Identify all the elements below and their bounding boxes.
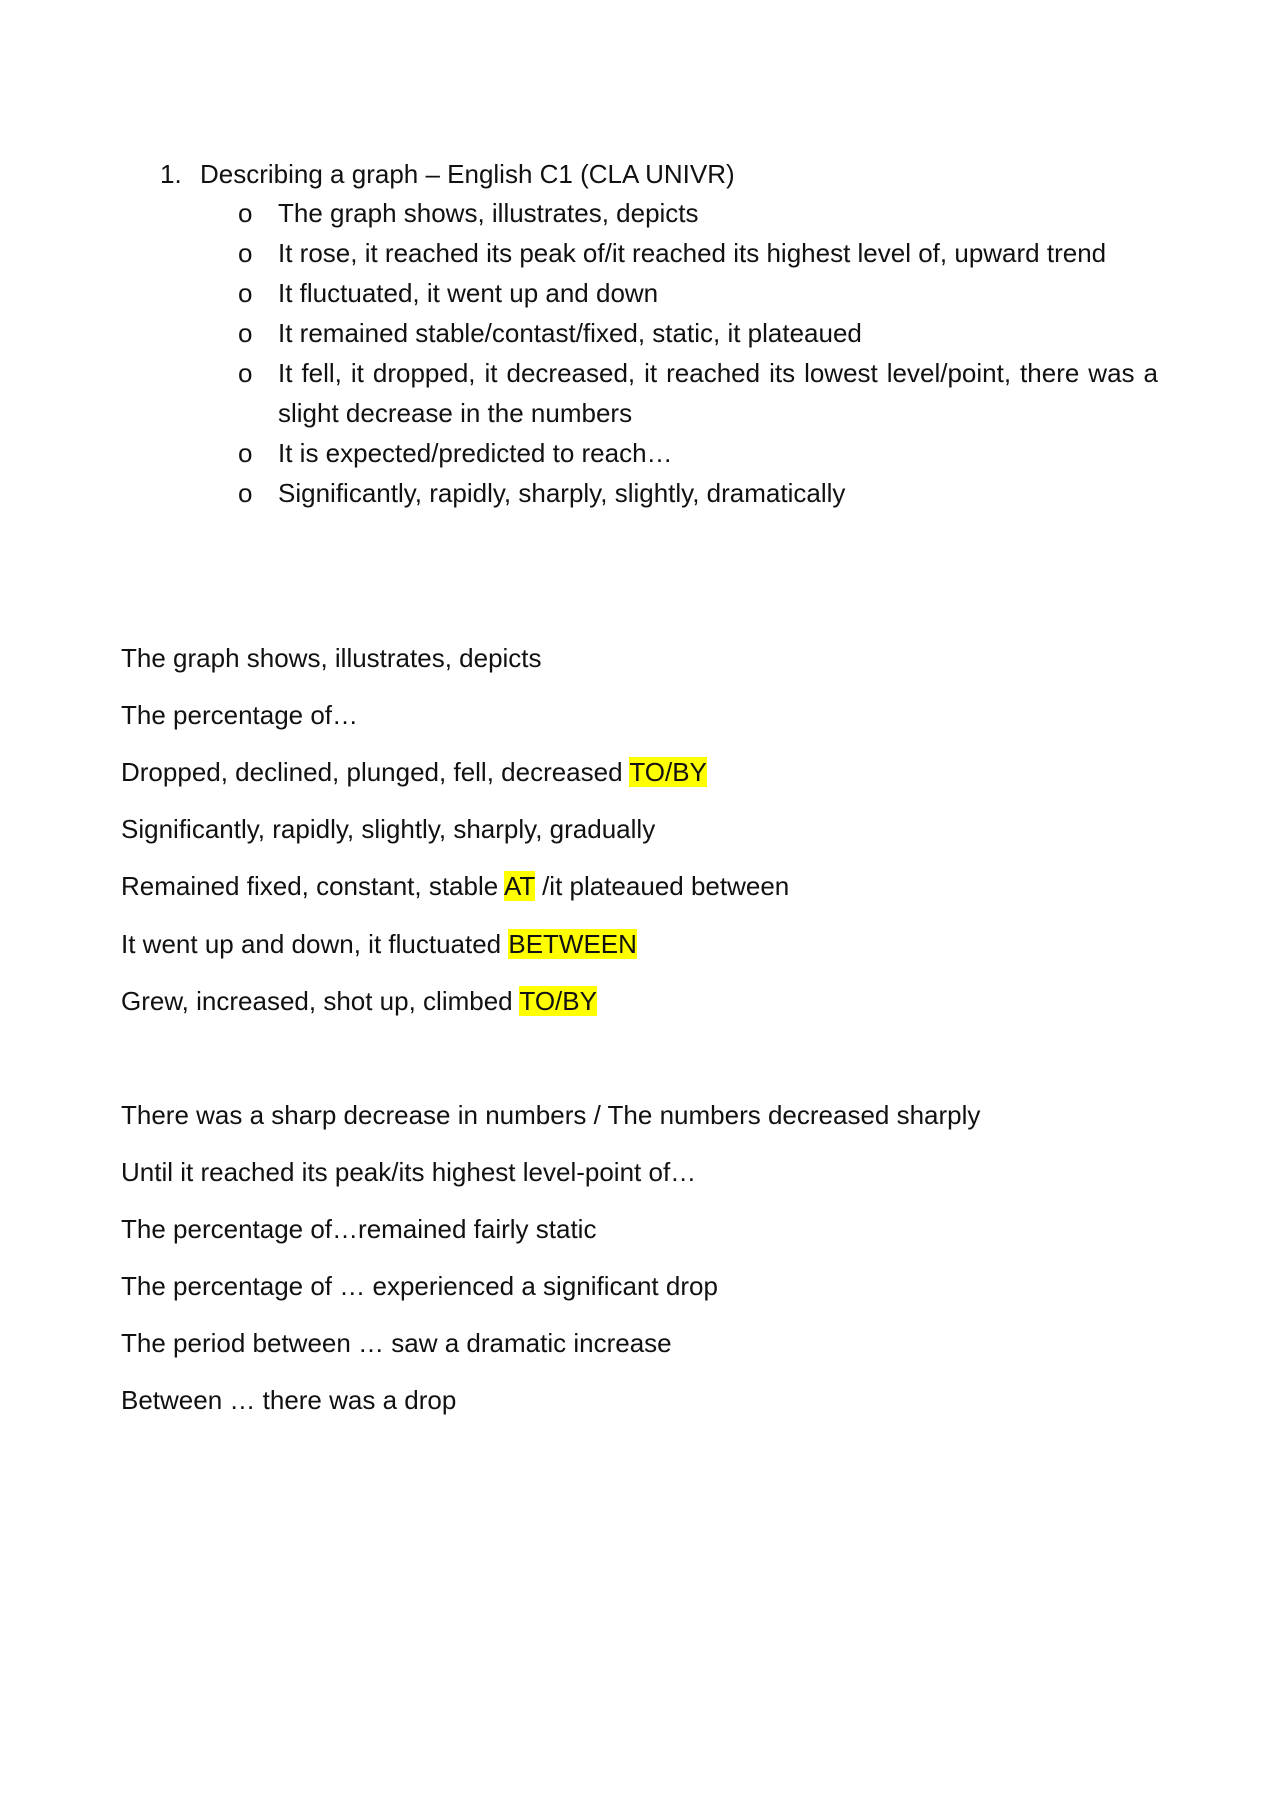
vocab-line: Remained fixed, constant, stable AT /it plateaued between — [121, 871, 790, 901]
phrase-line: Until it reached its peak/its highest level-point of… — [121, 1157, 697, 1187]
highlighted-preposition: TO/BY — [629, 757, 707, 787]
vocab-line: It went up and down, it fluctuated BETWEEN — [121, 929, 637, 959]
bullet-circle-icon: o — [238, 478, 253, 508]
list-item: o The graph shows, illustrates, depicts — [238, 193, 1158, 233]
phrase-line: There was a sharp decrease in numbers / The numbers decreased sharply — [121, 1100, 981, 1130]
bullet-circle-icon: o — [238, 358, 253, 388]
highlighted-preposition: AT — [504, 871, 535, 901]
vocab-line: The percentage of… — [121, 700, 359, 730]
bullet-circle-icon: o — [238, 318, 253, 348]
vocab-line: Dropped, declined, plunged, fell, decreased TO/BY — [121, 757, 707, 787]
highlighted-preposition: TO/BY — [519, 986, 597, 1016]
section-title: Describing a graph – English C1 (CLA UNIVR) — [200, 159, 735, 189]
list-item: o It fluctuated, it went up and down — [238, 273, 1158, 313]
bullet-circle-icon: o — [238, 198, 253, 228]
bullet-circle-icon: o — [238, 278, 253, 308]
list-item: o It remained stable/contast/fixed, static, it plateaued — [238, 313, 1158, 353]
phrase-line: The percentage of … experienced a significant drop — [121, 1271, 718, 1301]
list-item: o It rose, it reached its peak of/it reached its highest level of, upward trend — [238, 233, 1158, 273]
list-item: o It is expected/predicted to reach… — [238, 433, 1158, 473]
bullet-circle-icon: o — [238, 238, 253, 268]
bullet-list — [238, 193, 1158, 513]
phrase-line: Between … there was a drop — [121, 1385, 457, 1415]
list-number: 1. — [160, 159, 182, 189]
vocab-line: Grew, increased, shot up, climbed TO/BY — [121, 986, 597, 1016]
list-item: o It fell, it dropped, it decreased, it reached its lowest level/point, there was a slight decrease in the numbers — [238, 353, 1158, 433]
section-heading — [160, 154, 735, 194]
bullet-circle-icon: o — [238, 438, 253, 468]
list-item: o Significantly, rapidly, sharply, slightly, dramatically — [238, 473, 1158, 513]
phrase-line: The percentage of…remained fairly static — [121, 1214, 597, 1244]
vocab-line: The graph shows, illustrates, depicts — [121, 643, 542, 673]
highlighted-preposition: BETWEEN — [508, 929, 637, 959]
phrase-line: The period between … saw a dramatic increase — [121, 1328, 672, 1358]
vocab-line: Significantly, rapidly, slightly, sharply, gradually — [121, 814, 656, 844]
